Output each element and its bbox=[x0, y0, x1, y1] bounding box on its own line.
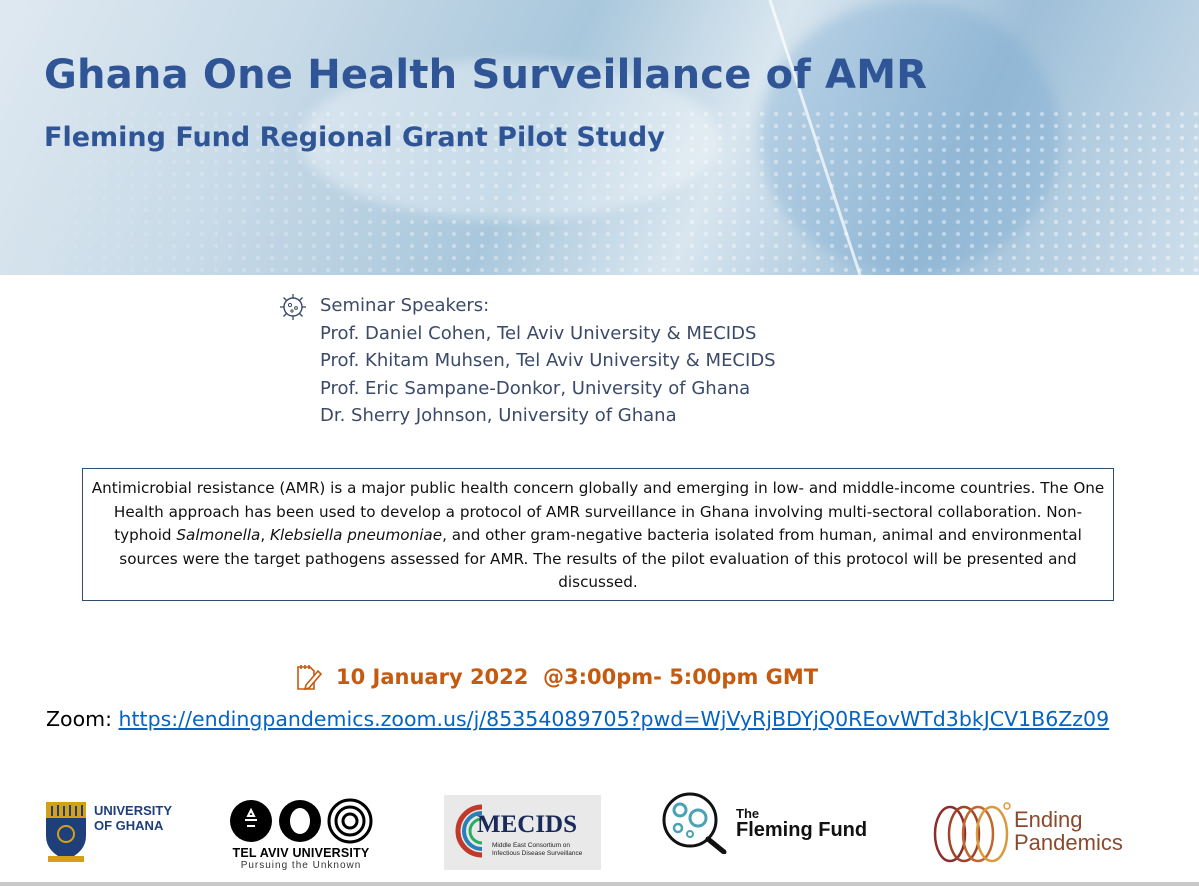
seminar-speakers bbox=[278, 292, 776, 430]
notepad-pen-icon bbox=[292, 661, 324, 693]
bottom-divider bbox=[0, 882, 1199, 886]
ending-pandemics-logo bbox=[930, 800, 1130, 864]
speakers-heading: Seminar Speakers: bbox=[320, 295, 490, 316]
mecids-logo-line: Middle East Consortium on bbox=[492, 842, 571, 849]
speaker-item: Prof. Daniel Cohen, Tel Aviv University & MECIDS bbox=[320, 322, 757, 344]
tel-aviv-circles-icon bbox=[228, 798, 374, 844]
tau-logo-name: TEL AVIV UNIVERSITY bbox=[232, 846, 370, 860]
speaker-item: Prof. Eric Sampane-Donkor, University of Ghana bbox=[320, 377, 751, 399]
speaker-item: Dr. Sherry Johnson, University of Ghana bbox=[320, 405, 677, 426]
abstract-italic-klebsiella: Klebsiella pneumoniae bbox=[270, 526, 443, 545]
fleming-logo-name: Fleming Fund bbox=[736, 819, 868, 841]
mecids-logo bbox=[444, 795, 601, 870]
abstract-text: , bbox=[260, 526, 271, 545]
zoom-label: Zoom: bbox=[46, 707, 119, 731]
virus-icon bbox=[278, 292, 308, 322]
magnifier-bacteria-icon bbox=[660, 792, 730, 854]
ug-logo-line: OF GHANA bbox=[94, 818, 164, 833]
fleming-fund-logo bbox=[660, 792, 880, 854]
tau-logo-tagline: Pursuing the Unknown bbox=[240, 860, 362, 871]
fleming-logo-the: The bbox=[736, 806, 760, 821]
interlocking-loops-icon bbox=[930, 800, 1012, 864]
zoom-line bbox=[46, 707, 1109, 731]
zoom-link[interactable]: https://endingpandemics.zoom.us/j/85354089705?pwd=WjVyRjBDYjQ0REovWTd3bkJCV1B6Zz09 bbox=[118, 707, 1110, 731]
event-date-time: 10 January 2022 @3:00pm- 5:00pm GMT bbox=[336, 665, 819, 689]
ug-logo-line: UNIVERSITY bbox=[94, 803, 173, 818]
mecids-logo-name: MECIDS bbox=[477, 811, 578, 838]
ending-pandemics-line: Ending bbox=[1014, 807, 1083, 832]
page-subtitle: Fleming Fund Regional Grant Pilot Study bbox=[44, 122, 665, 153]
abstract-italic-salmonella: Salmonella bbox=[176, 526, 261, 545]
ending-pandemics-line: Pandemics bbox=[1014, 830, 1123, 855]
abstract-box bbox=[82, 468, 1114, 601]
abstract-text: Antimicrobial resistance (AMR) is a major public health concern globally and emerging in low- and middle-income countries. The One Health approach has been used to develop a protocol of AMR surveillance in Ghana involving multi-sectoral collaboration. Non-typhoid bbox=[91, 479, 1105, 545]
event-date-row bbox=[292, 660, 818, 694]
page-title: Ghana One Health Surveillance of AMR bbox=[44, 52, 928, 98]
speaker-item: Prof. Khitam Muhsen, Tel Aviv University & MECIDS bbox=[320, 350, 776, 371]
university-of-ghana-logo bbox=[44, 800, 194, 866]
ghana-crest-icon bbox=[44, 800, 88, 864]
mecids-logo-line: Infectious Disease Surveillance bbox=[492, 850, 583, 857]
header-banner bbox=[0, 0, 1199, 275]
abstract-text: , and other gram-negative bacteria isolated from human, animal and environmental sources were the target pathogens assessed for AMR. The results of the pilot evaluation of this protocol will be presented and discussed. bbox=[119, 526, 1082, 592]
tel-aviv-university-logo bbox=[226, 798, 376, 876]
